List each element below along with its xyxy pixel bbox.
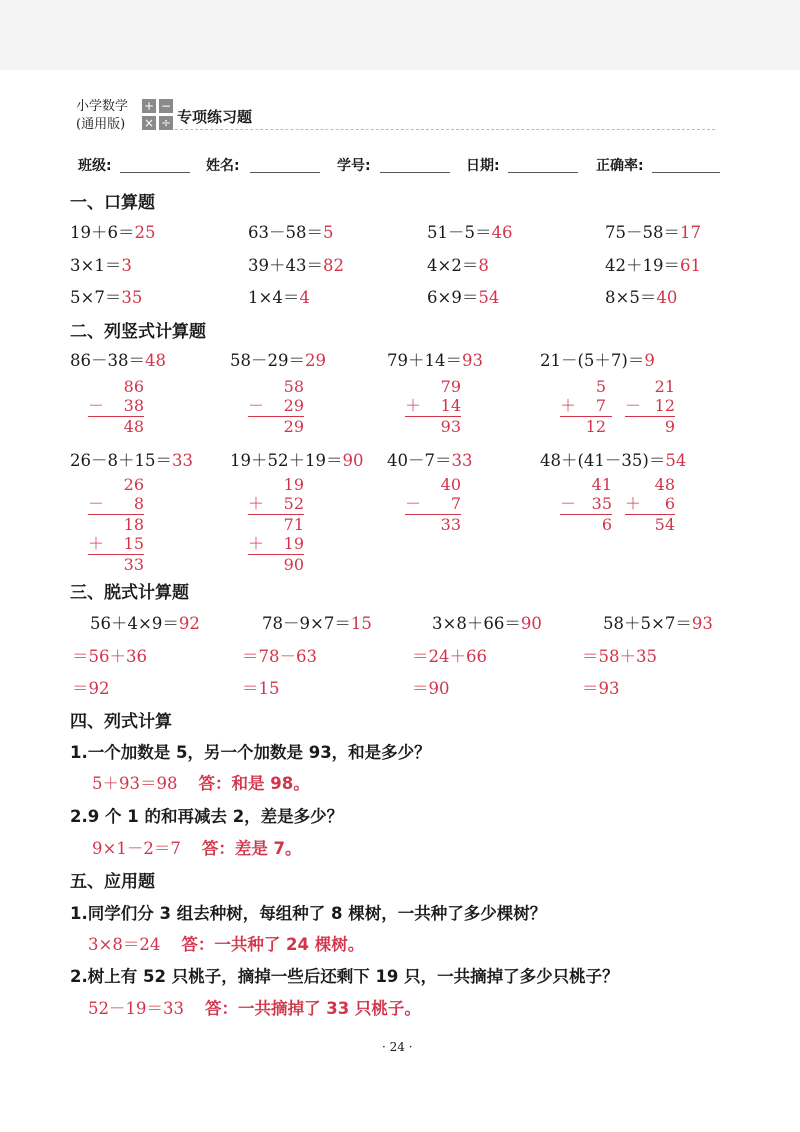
vertical-work-26-8-15: 26 － 8 18 ＋ 15 33	[88, 475, 144, 574]
vertical-work-40-7: 40 － 7 33	[405, 475, 461, 534]
stepwise-result: ＝93	[582, 679, 620, 698]
accuracy-blank	[652, 172, 720, 173]
stepwise-step: ＝58＋35	[582, 647, 657, 666]
vertical-work-21-12: 21 － 12 9	[625, 377, 675, 436]
series-line1: 小学数学	[76, 99, 129, 114]
page-number: · 24 ·	[382, 1040, 413, 1054]
oral-item: 39＋43＝82	[248, 256, 344, 275]
word-calc-question-2: 2.9 个 1 的和再减去 2，差是多少？	[70, 807, 344, 826]
section-oral-title: 一、口算题	[70, 193, 155, 213]
vertical-problem: 21－(5＋7)＝9	[540, 351, 655, 370]
stepwise-problem: 58＋5×7＝93	[603, 614, 713, 633]
name-label: 姓名:	[206, 158, 240, 174]
stepwise-problem: 78－9×7＝15	[262, 614, 372, 633]
vertical-problem: 26－8＋15＝33	[70, 451, 193, 470]
oral-item: 42＋19＝61	[605, 256, 701, 275]
vertical-work-19-52-19: 19 ＋ 52 71 ＋ 19 90	[248, 475, 304, 574]
stepwise-step: ＝78－63	[242, 647, 317, 666]
section-word-calc-title: 四、列式计算	[70, 712, 172, 732]
date-blank	[508, 172, 578, 173]
section-stepwise-title: 三、脱式计算题	[70, 583, 189, 603]
vertical-work-5-7: 5 ＋ 7 12	[560, 378, 612, 438]
applied-question-2: 2.树上有 52 只桃子，摘掉一些后还剩下 19 只，一共摘掉了多少只桃子？	[70, 967, 619, 986]
page-title: 专项练习题	[177, 108, 253, 126]
student-id-label: 学号:	[337, 158, 371, 174]
word-calc-answer-2: 9×1－2＝7 答：差是 7。	[92, 839, 302, 858]
vertical-problem: 19＋52＋19＝90	[230, 451, 364, 470]
oral-item: 1×4＝4	[248, 288, 310, 307]
stepwise-problem: 56＋4×9＝92	[90, 614, 200, 633]
series-line2: (通用版)	[76, 117, 126, 132]
name-blank	[250, 172, 320, 173]
vertical-problem: 79＋14＝93	[387, 351, 483, 370]
section-vertical-title: 二、列竖式计算题	[70, 322, 206, 342]
oral-item: 4×2＝8	[427, 256, 489, 275]
accuracy-label: 正确率:	[596, 158, 644, 174]
divide-icon: ÷	[160, 116, 172, 130]
applied-answer-1: 3×8＝24 答：一共种了 24 棵树。	[88, 935, 365, 954]
oral-item: 63－58＝5	[248, 223, 334, 242]
vertical-work-79-14: 79 ＋ 14 93	[405, 377, 461, 436]
times-icon: ×	[143, 116, 155, 130]
class-label: 班级:	[78, 158, 112, 174]
vertical-work-86-38: 86 － 38 48	[88, 377, 144, 436]
class-blank	[120, 172, 190, 173]
vertical-problem: 86－38＝48	[70, 351, 166, 370]
oral-item: 75－58＝17	[605, 223, 701, 242]
oral-item: 6×9＝54	[427, 288, 500, 307]
applied-question-1: 1.同学们分 3 组去种树，每组种了 8 棵树，一共种了多少棵树？	[70, 904, 547, 923]
oral-item: 8×5＝40	[605, 288, 678, 307]
oral-item: 51－5＝46	[427, 223, 513, 242]
stepwise-result: ＝92	[72, 679, 110, 698]
oral-item: 3×1＝3	[70, 256, 132, 275]
section-applied-title: 五、应用题	[70, 872, 155, 892]
applied-answer-2: 52－19＝33 答：一共摘掉了 33 只桃子。	[88, 999, 421, 1018]
minus-icon: −	[160, 99, 172, 113]
stepwise-problem: 3×8＋66＝90	[432, 614, 542, 633]
plus-icon: +	[143, 99, 155, 113]
vertical-problem: 48＋(41－35)＝54	[540, 451, 687, 470]
vertical-problem: 58－29＝29	[230, 351, 326, 370]
oral-item: 5×7＝35	[70, 288, 143, 307]
vertical-work-41-35: 41 － 35 6	[560, 475, 612, 534]
stepwise-step: ＝56＋36	[72, 647, 147, 666]
stepwise-step: ＝24＋66	[412, 647, 487, 666]
date-label: 日期:	[466, 158, 500, 174]
oral-item: 19＋6＝25	[70, 223, 156, 242]
vertical-work-48-6: 48 ＋ 6 54	[625, 475, 675, 534]
word-calc-answer-1: 5＋93＝98 答：和是 98。	[92, 774, 310, 793]
scan-top-shade	[0, 0, 800, 70]
stepwise-result: ＝90	[412, 679, 450, 698]
vertical-problem: 40－7＝33	[387, 451, 473, 470]
stepwise-result: ＝15	[242, 679, 280, 698]
vertical-work-58-29: 58 － 29 29	[248, 377, 304, 436]
header-divider	[175, 129, 715, 130]
student-id-blank	[380, 172, 450, 173]
word-calc-question-1: 1.一个加数是 5，另一个加数是 93，和是多少？	[70, 743, 431, 762]
math-symbols-logo	[142, 99, 174, 131]
